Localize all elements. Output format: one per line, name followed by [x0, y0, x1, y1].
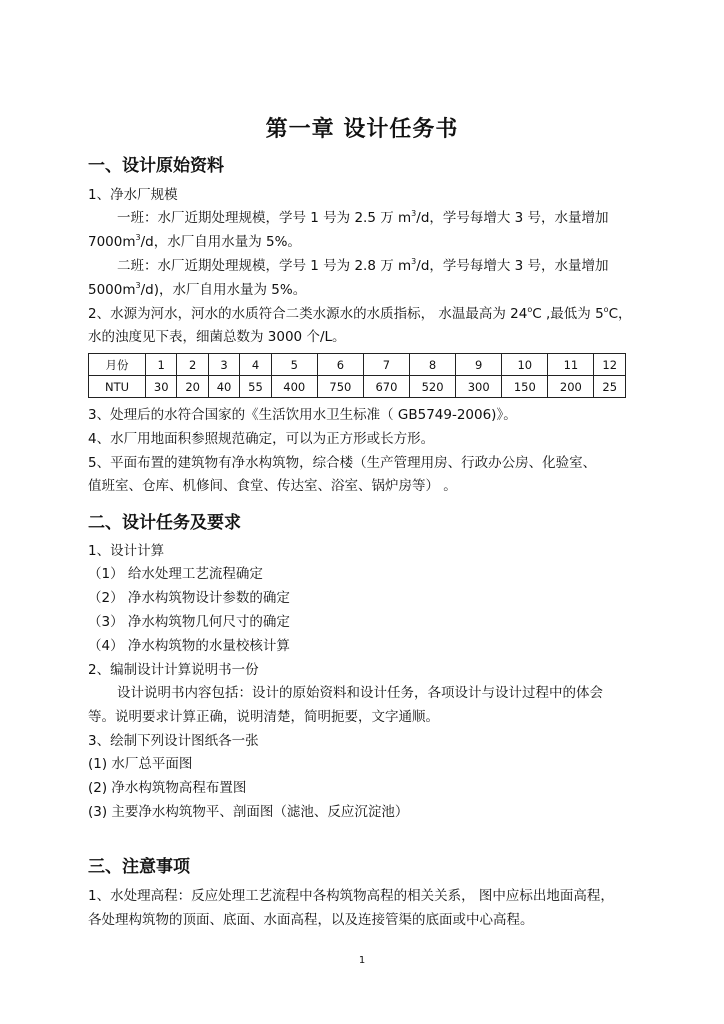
table-cell: 400	[271, 376, 317, 398]
table-cell: 200	[548, 376, 594, 398]
chapter-title: 第一章 设计任务书	[265, 117, 459, 142]
sub-item: （2） 净水构筑物设计参数的确定	[88, 590, 290, 606]
table-cell: 11	[548, 354, 594, 376]
class2-scale-line2: $5000m^3/d$)，水厂自用水量为 5%。	[88, 281, 307, 298]
sub-item: （1） 给水处理工艺流程确定	[88, 566, 263, 582]
class1-scale-line1: 一班：水厂近期处理规模，学号 1 号为 2.5 万 $m^3/d$，学号每增大 3 号，水量增加	[117, 209, 609, 226]
table-cell: 1	[146, 354, 177, 376]
item-water-source: 2、水源为河水，河水的水质符合二类水源水的水质指标， 水温最高为 24$^o$C ,最低为 5$^o$C，	[88, 305, 632, 322]
class1-scale-line2: $7000m^3/d$，水厂自用水量为 5%。	[88, 233, 301, 250]
drawing-item: (2) 净水构筑物高程布置图	[88, 780, 247, 796]
item-standard: 3、处理后的水符合国家的《生活饮用水卫生标准（ GB5749-2006)》。	[88, 407, 517, 423]
table-cell: 6	[317, 354, 363, 376]
table-cell: 8	[410, 354, 456, 376]
item-water-source-line2: 水的浊度见下表，细菌总数为 3000 个/L。	[88, 329, 346, 345]
item-layout-line2: 值班室、仓库、机修间、食堂、传达室、浴室、锅炉房等） 。	[88, 478, 457, 494]
sub-item: （3） 净水构筑物几何尺寸的确定	[88, 614, 290, 630]
note-elevation-line1: 1、水处理高程：反应处理工艺流程中各构筑物高程的相关关系， 图中应标出地面高程，	[88, 888, 614, 904]
table-cell: 55	[240, 376, 271, 398]
sub-item: （4） 净水构筑物的水量校核计算	[88, 638, 290, 654]
table-row-month	[89, 354, 626, 376]
table-cell: 20	[177, 376, 208, 398]
item-plant-scale: 1、净水厂规模	[88, 187, 178, 203]
page-number: 1	[358, 955, 366, 966]
section-heading-3: 三、注意事项	[88, 857, 190, 877]
table-cell: 7	[363, 354, 409, 376]
drawing-item: (1) 水厂总平面图	[88, 756, 193, 772]
table-cell: 4	[240, 354, 271, 376]
note-elevation-line2: 各处理构筑物的顶面、底面、水面高程，以及连接管渠的底面或中心高程。	[88, 912, 534, 928]
table-cell: 9	[456, 354, 502, 376]
table-row-ntu	[89, 376, 626, 398]
item-design-calc: 1、设计计算	[88, 543, 165, 559]
table-cell: 3	[208, 354, 239, 376]
table-cell: 25	[594, 376, 626, 398]
item-drawings: 3、绘制下列设计图纸各一张	[88, 733, 259, 749]
table-cell: 520	[410, 376, 456, 398]
table-cell: 150	[502, 376, 548, 398]
table-cell: 30	[146, 376, 177, 398]
table-cell: 300	[456, 376, 502, 398]
item-manual: 2、编制设计计算说明书一份	[88, 662, 259, 678]
table-cell: 40	[208, 376, 239, 398]
manual-para-line1: 设计说明书内容包括：设计的原始资料和设计任务，各项设计与设计过程中的体会	[117, 685, 603, 701]
class2-scale-line1: 二班：水厂近期处理规模，学号 1 号为 2.8 万 $m^3/d$，学号每增大 3 号，水量增加	[117, 257, 609, 274]
turbidity-table	[88, 353, 626, 398]
section-heading-1: 一、设计原始资料	[88, 156, 224, 176]
drawing-item: (3) 主要净水构筑物平、剖面图（滤池、反应沉淀池）	[88, 804, 409, 820]
table-cell: 670	[363, 376, 409, 398]
table-header-ntu: NTU	[89, 376, 146, 398]
table-cell: 12	[594, 354, 626, 376]
table-cell: 5	[271, 354, 317, 376]
table-header-month: 月份	[89, 354, 146, 376]
table-cell: 10	[502, 354, 548, 376]
item-layout-line1: 5、平面布置的建筑物有净水构筑物，综合楼（生产管理用房、行政办公房、化验室、	[88, 455, 597, 471]
item-land-area: 4、水厂用地面积参照规范确定，可以为正方形或长方形。	[88, 431, 435, 447]
table-cell: 750	[317, 376, 363, 398]
section-heading-2: 二、设计任务及要求	[88, 513, 241, 533]
manual-para-line2: 等。说明要求计算正确，说明清楚，简明扼要，文字通顺。	[88, 709, 439, 725]
table-cell: 2	[177, 354, 208, 376]
